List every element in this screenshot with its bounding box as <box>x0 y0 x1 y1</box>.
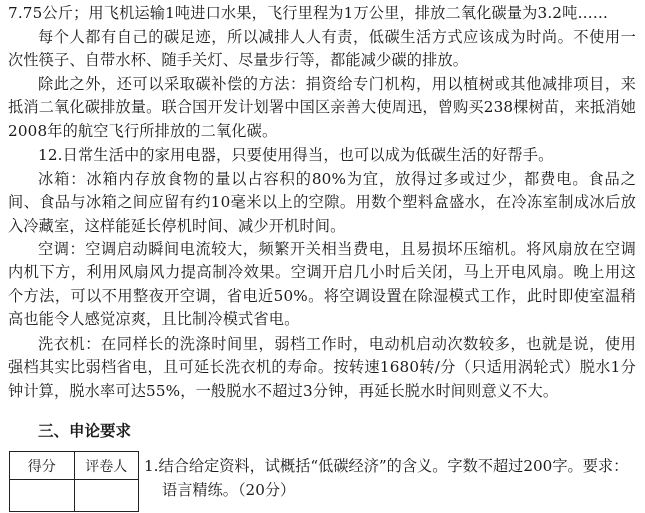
question-line-1: 1.结合给定资料，试概括“低碳经济”的含义。字数不超过200字。要求： <box>144 457 629 475</box>
reviewer-cell <box>74 480 139 512</box>
score-table <box>9 451 139 512</box>
score-cell <box>10 480 75 512</box>
question-line-2: 语言精练。（20分） <box>162 481 296 499</box>
paragraph-4: 12.日常生活中的家用电器，只要使用得当，也可以成为低碳生活的好帮手。 <box>38 146 554 164</box>
paragraph-fridge: 冰箱：冰箱内存放食物的量以占容积的80%为宜，放得过多或过少，都费电。食品之间、食品与冰箱之间应留有约10毫米以上的空隙。用数个塑料盒盛水，在冷冻室制成冰后放入冷藏室，这样能延长停机时间、减少开机时间。 <box>8 170 636 235</box>
paragraph-aircon: 空调：空调启动瞬间电流较大，频繁开关相当费电，且易损坏压缩机。将风扇放在空调内机下方，利用风扇风力提高制冷效果。空调开启几小时后关闭，马上开电风扇。晚上用这个方法，可以不用整夜开空调，省电近50%。将空调设置在除湿模式工作，此时即使室温稍高也能令人感觉凉爽，且比制冷模式省电。 <box>8 240 636 329</box>
paragraph-1: 7.75公斤；用飞机运输1吨进口水果，飞行里程为1万公里，排放二氧化碳量为3.2吨…… <box>8 4 609 22</box>
reviewer-label: 评卷人 <box>74 452 139 480</box>
paragraph-washer: 洗衣机：在同样长的洗涤时间里，弱档工作时，电动机启动次数较多，也就是说，使用强档其实比弱档省电，且可延长洗衣机的寿命。按转速1680转/分（只适用涡轮式）脱水1分钟计算，脱水率可达55%，一般脱水不超过3分钟，再延长脱水时间则意义不大。 <box>8 335 636 400</box>
section-heading: 三、申论要求 <box>38 422 132 440</box>
paragraph-2: 每个人都有自己的碳足迹，所以减排人人有责，低碳生活方式应该成为时尚。不使用一次性筷子、自带水杯、随手关灯、尽量步行等，都能减少碳的排放。 <box>8 28 636 70</box>
paragraph-3: 除此之外，还可以采取碳补偿的方法：捐资给专门机构，用以植树或其他减排项目，来抵消二氧化碳排放量。联合国开发计划署中国区亲善大使周迅，曾购买238棵树苗，来抵消她2008年的航空飞行所排放的二氧化碳。 <box>8 75 636 140</box>
question-1 <box>144 454 636 502</box>
score-label: 得分 <box>10 452 75 480</box>
